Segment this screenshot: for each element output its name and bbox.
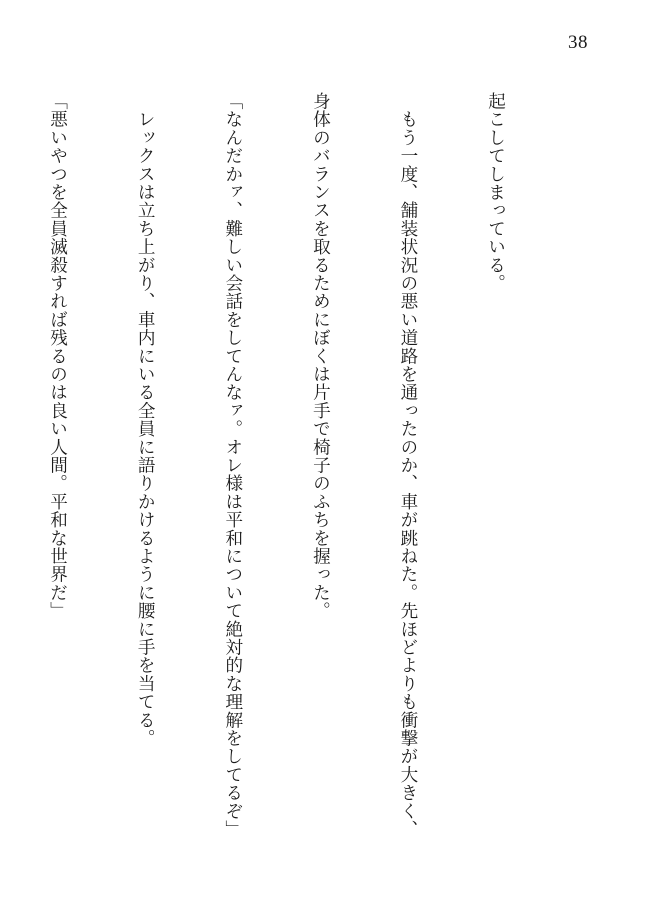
- text-line: 身体のバランスを取るためにぼくは片手で椅子のふちを握った。: [310, 92, 331, 620]
- text-line: 起こしてしまっている。: [485, 92, 506, 293]
- text-line: 「なんだかァ、難しい会話をしてんなァ。オレ様は平和について絶対的な理解をしてるぞ」: [222, 92, 243, 839]
- text-line: 「悪いやつを全員滅殺すれば残るのは良い人間。平和な世界だ」: [47, 92, 68, 620]
- body-text: [47, 92, 568, 852]
- text-line: もう一度、舗装状況の悪い道路を通ったのか、車が跳ねた。先ほどよりも衝撃が大きく、: [397, 92, 418, 839]
- page-number: 38: [568, 32, 588, 53]
- text-line: レックスは立ち上がり、車内にいる全員に語りかけるように腰に手を当てる。: [135, 92, 156, 748]
